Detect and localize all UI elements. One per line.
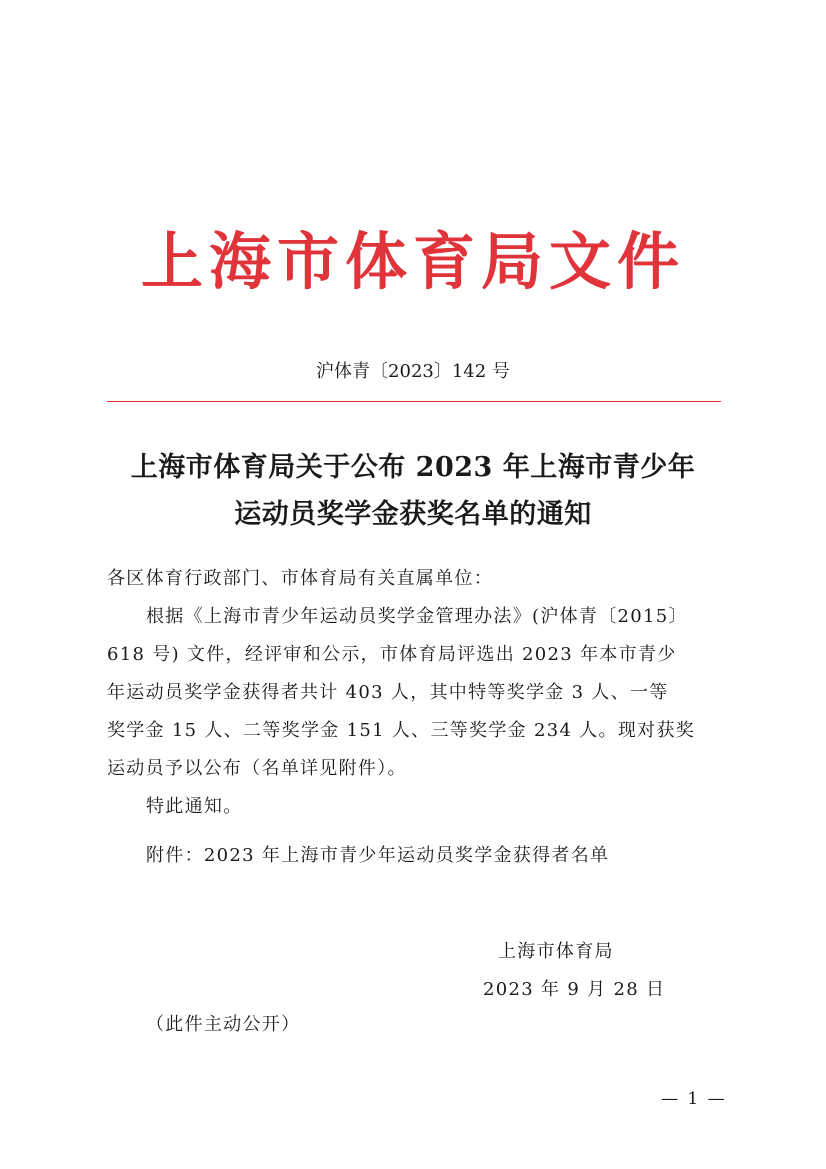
issuer-masthead: 上海市体育局文件 bbox=[140, 225, 685, 298]
closing-remark: 特此通知。 bbox=[146, 796, 243, 817]
document-title-line-1: 上海市体育局关于公布 2023 年上海市青少年 bbox=[130, 452, 696, 483]
addressee: 各区体育行政部门、市体育局有关直属单位： bbox=[107, 568, 493, 589]
disclosure-note: （此件主动公开） bbox=[146, 1014, 301, 1035]
body-paragraph-line: 运动员予以公布（名单详见附件）。 bbox=[107, 758, 407, 779]
body-paragraph-line: 根据《上海市青少年运动员奖学金管理办法》(沪体青〔2015〕 bbox=[146, 606, 688, 627]
body-paragraph-line: 年运动员奖学金获得者共计 403 人，其中特等奖学金 3 人、一等 bbox=[107, 682, 669, 703]
red-divider-line bbox=[107, 401, 721, 402]
signature-issuer: 上海市体育局 bbox=[498, 941, 614, 962]
document-number: 沪体青〔2023〕142 号 bbox=[316, 361, 510, 382]
attachment-note: 附件：2023 年上海市青少年运动员奖学金获得者名单 bbox=[146, 845, 610, 866]
body-paragraph-line: 奖学金 15 人、二等奖学金 151 人、三等奖学金 234 人。现对获奖 bbox=[107, 720, 696, 741]
page-number: — 1 — bbox=[661, 1089, 727, 1109]
signature-date: 2023 年 9 月 28 日 bbox=[483, 979, 666, 1000]
body-paragraph-line: 618 号) 文件，经评审和公示，市体育局评选出 2023 年本市青少 bbox=[107, 644, 677, 665]
document-title-line-2: 运动员奖学金获奖名单的通知 bbox=[234, 499, 592, 530]
